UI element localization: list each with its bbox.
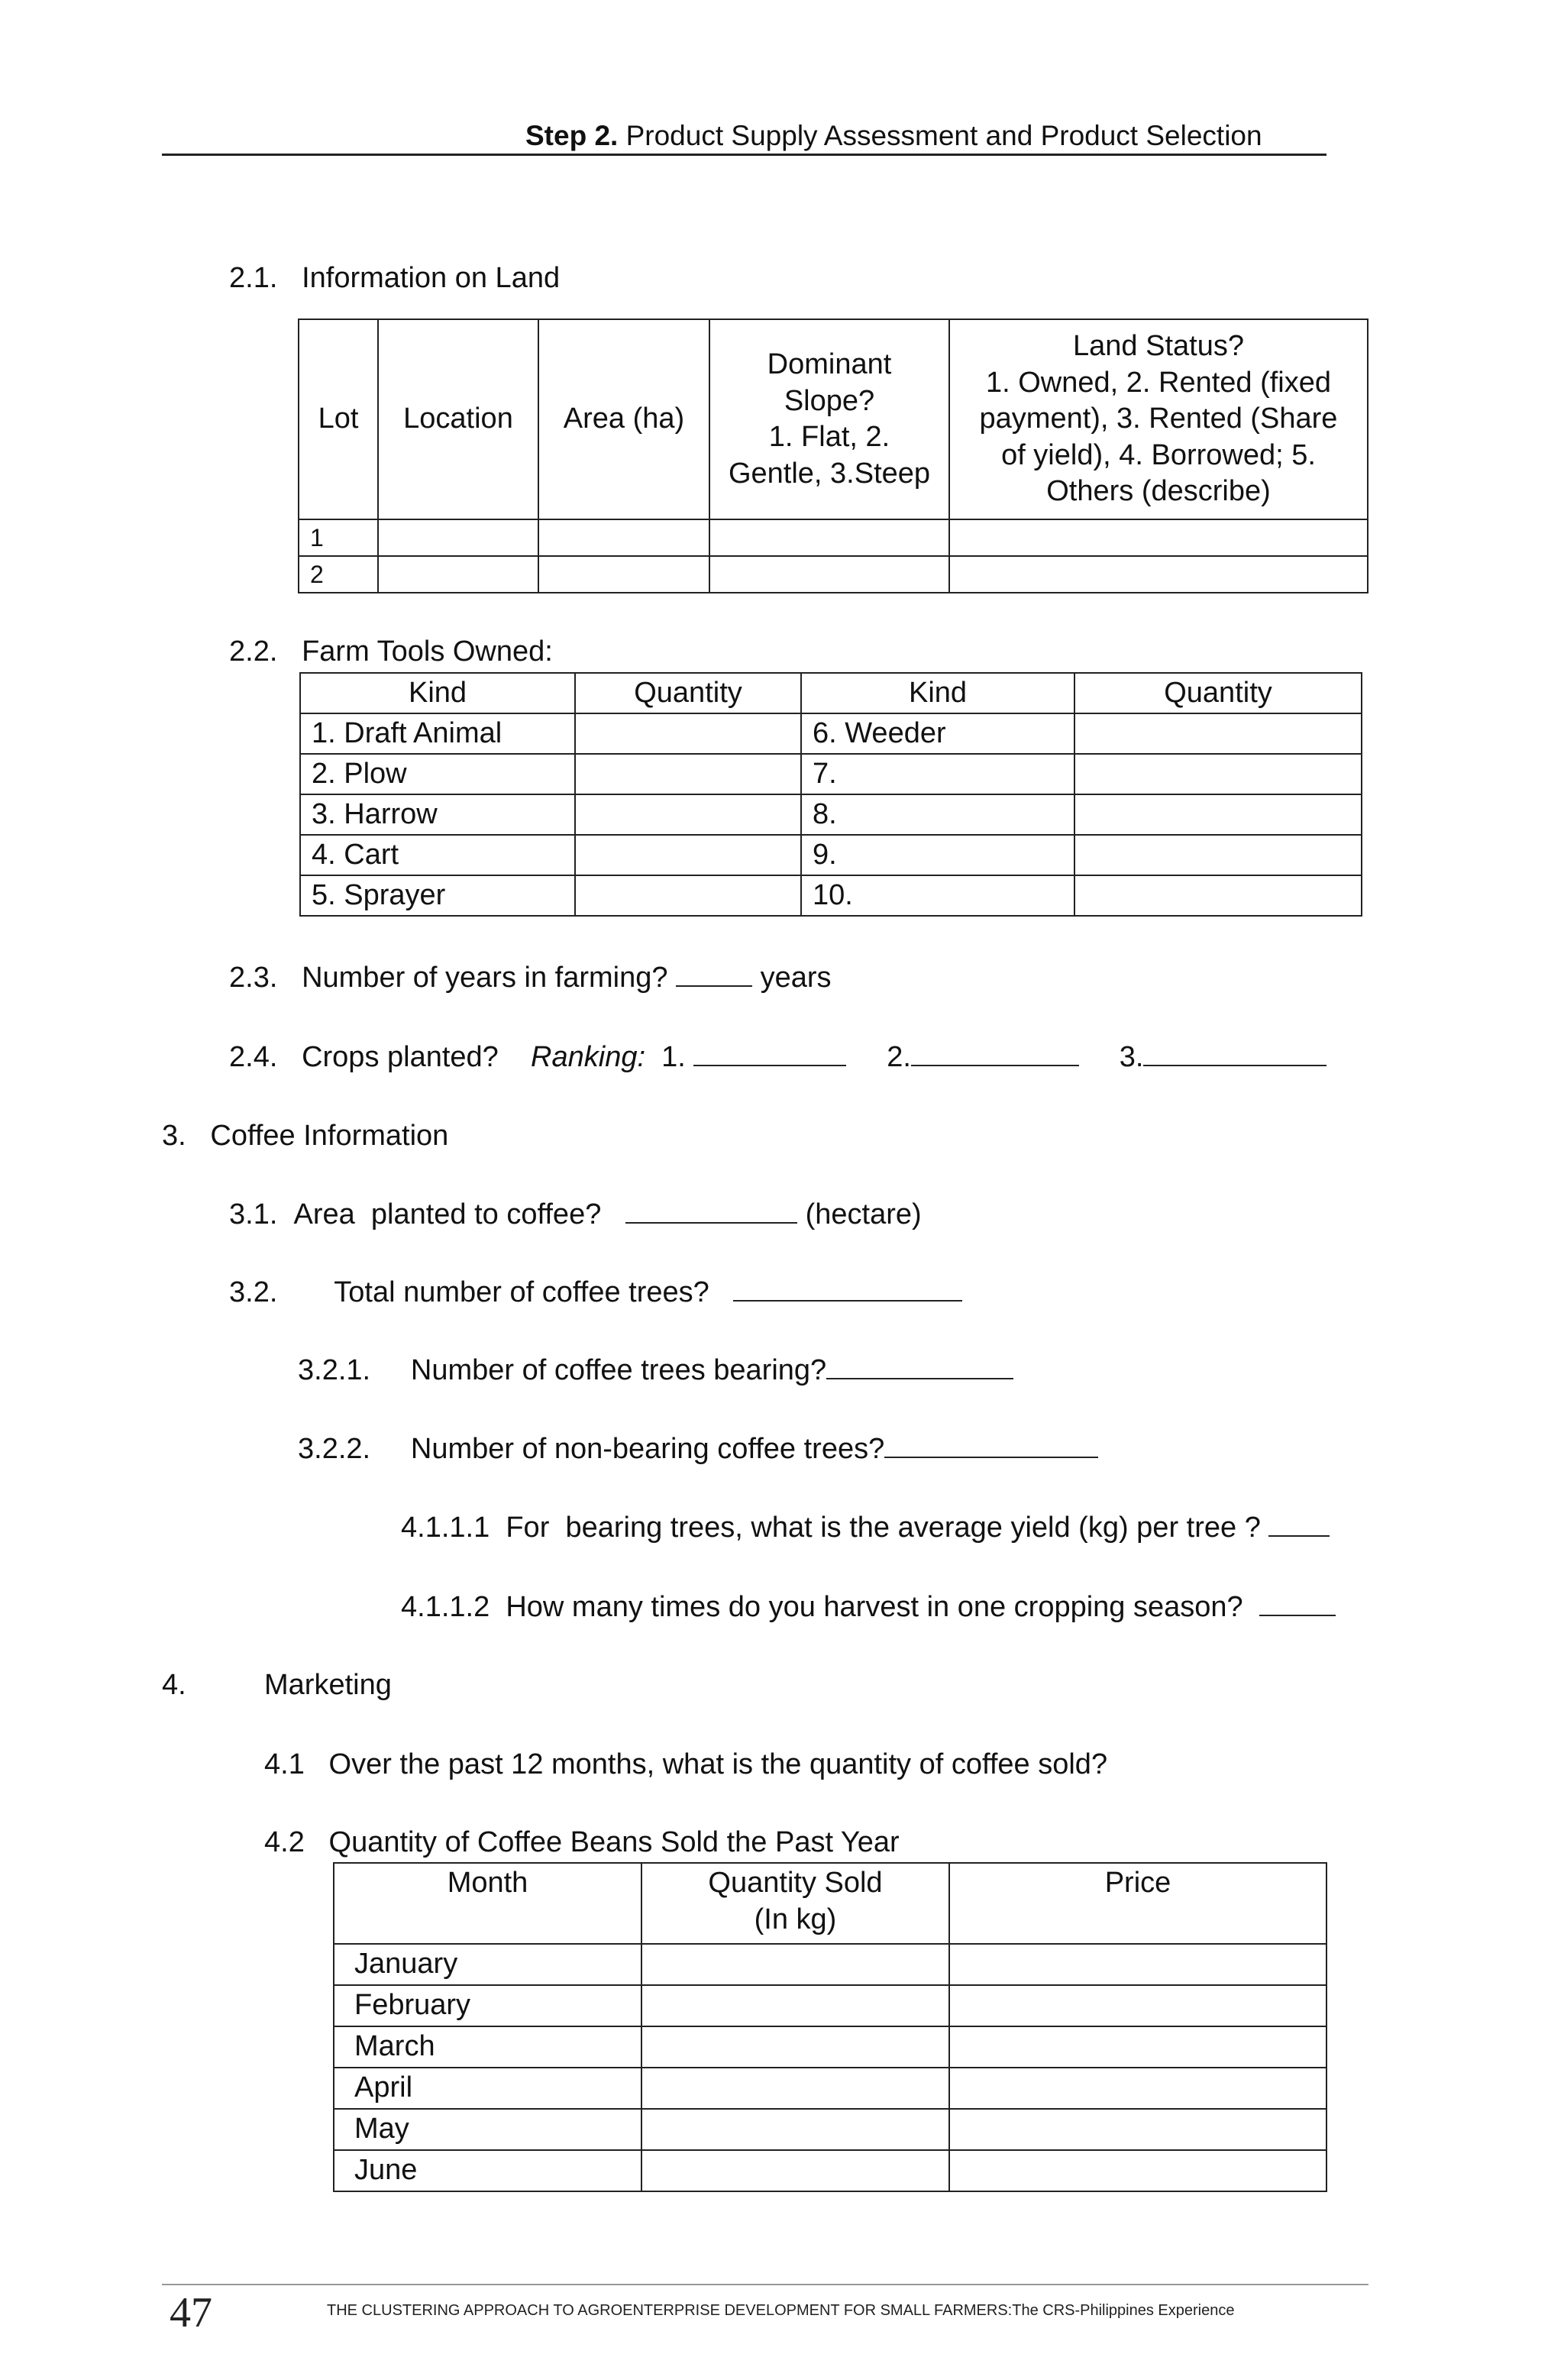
month-label: February (334, 1985, 641, 2026)
location-field[interactable] (378, 519, 538, 556)
table-row (334, 2068, 1326, 2109)
tool-kind: 4. Cart (300, 835, 575, 875)
crop-rank-1-blank[interactable] (693, 1042, 846, 1066)
tool-quantity-field[interactable] (1074, 754, 1362, 794)
quantity-sold-field[interactable] (641, 2026, 949, 2068)
footer-rule (162, 2284, 1368, 2285)
footer-book-title: THE CLUSTERING APPROACH TO AGROENTERPRISE DEVELOPMENT FOR SMALL FARMERS:The CRS-Philippines Experience (327, 2302, 1235, 2319)
col-quantity-header: Quantity (575, 673, 801, 713)
slope-field[interactable] (709, 519, 949, 556)
tool-quantity-field[interactable] (575, 713, 801, 754)
quantity-sold-field[interactable] (641, 2068, 949, 2109)
table-row (300, 794, 1362, 835)
header-step-label: Step 2. (525, 120, 619, 151)
table-row (300, 835, 1362, 875)
table-row (334, 2026, 1326, 2068)
col-kind-header: Kind (801, 673, 1074, 713)
table-row (300, 713, 1362, 754)
table-row (334, 2150, 1326, 2191)
month-label: April (334, 2068, 641, 2109)
tool-kind: 3. Harrow (300, 794, 575, 835)
col-price-header: Price (949, 1863, 1326, 1944)
tool-kind: 7. (801, 754, 1074, 794)
non-bearing-trees-blank[interactable] (884, 1434, 1098, 1458)
farm-tools-table (299, 672, 1362, 917)
crop-rank-3-blank[interactable] (1143, 1042, 1326, 1066)
table-row (299, 556, 1368, 593)
col-land-status-header: Land Status? 1. Owned, 2. Rented (fixed payment), 3. Rented (Share of yield), 4. Borrowed; 5. Others (describe) (949, 319, 1368, 519)
tool-kind: 8. (801, 794, 1074, 835)
col-location-header: Location (378, 319, 538, 519)
tool-quantity-field[interactable] (1074, 713, 1362, 754)
tool-kind: 1. Draft Animal (300, 713, 575, 754)
section-3-heading: 3. Coffee Information (162, 1120, 449, 1152)
col-lot-header: Lot (299, 319, 378, 519)
land-status-field[interactable] (949, 519, 1368, 556)
table-row (334, 1985, 1326, 2026)
bearing-trees-blank[interactable] (826, 1355, 1013, 1379)
section-4-1-1-1-line: 4.1.1.1 For bearing trees, what is the average yield (kg) per tree ? (401, 1511, 1330, 1546)
month-label: May (334, 2109, 641, 2150)
section-3-2-line: 3.2. Total number of coffee trees? (229, 1276, 962, 1311)
section-4-1-1-2-line: 4.1.1.2 How many times do you harvest in one cropping season? (401, 1590, 1336, 1625)
section-2-1-heading: 2.1. Information on Land (229, 262, 561, 294)
tool-kind: 6. Weeder (801, 713, 1074, 754)
years-farming-blank[interactable] (676, 962, 752, 987)
tool-quantity-field[interactable] (575, 794, 801, 835)
table-row (300, 754, 1362, 794)
section-4-heading: 4. (162, 1669, 186, 1701)
land-status-field[interactable] (949, 556, 1368, 593)
page-number: 47 (170, 2289, 212, 2336)
tool-quantity-field[interactable] (1074, 875, 1362, 916)
tool-kind: 10. (801, 875, 1074, 916)
land-info-table (298, 319, 1368, 593)
tool-quantity-field[interactable] (575, 754, 801, 794)
table-row (334, 2109, 1326, 2150)
price-field[interactable] (949, 2026, 1326, 2068)
section-4-title: Marketing (264, 1669, 392, 1701)
coffee-area-blank[interactable] (625, 1199, 797, 1224)
quantity-sold-field[interactable] (641, 2109, 949, 2150)
header-title: Product Supply Assessment and Product Selection (625, 120, 1262, 151)
col-month-header: Month (334, 1863, 641, 1944)
table-row (334, 1944, 1326, 1985)
tool-quantity-field[interactable] (575, 875, 801, 916)
price-field[interactable] (949, 1985, 1326, 2026)
price-field[interactable] (949, 2068, 1326, 2109)
area-field[interactable] (538, 556, 709, 593)
harvest-times-blank[interactable] (1259, 1592, 1336, 1616)
col-quantity-sold-header: Quantity Sold (In kg) (641, 1863, 949, 1944)
month-label: June (334, 2150, 641, 2191)
header-rule (162, 154, 1326, 156)
crop-rank-2-blank[interactable] (911, 1042, 1079, 1066)
quantity-sold-field[interactable] (641, 2150, 949, 2191)
location-field[interactable] (378, 556, 538, 593)
area-field[interactable] (538, 519, 709, 556)
tool-kind: 9. (801, 835, 1074, 875)
col-area-header: Area (ha) (538, 319, 709, 519)
price-field[interactable] (949, 2150, 1326, 2191)
slope-field[interactable] (709, 556, 949, 593)
tool-kind: 5. Sprayer (300, 875, 575, 916)
tool-quantity-field[interactable] (575, 835, 801, 875)
section-3-2-2-line: 3.2.2. Number of non-bearing coffee trees? (298, 1432, 1098, 1467)
price-field[interactable] (949, 2109, 1326, 2150)
col-slope-header: Dominant Slope? 1. Flat, 2. Gentle, 3.Steep (709, 319, 949, 519)
section-2-2-heading: 2.2. Farm Tools Owned: (229, 635, 553, 668)
col-quantity-header: Quantity (1074, 673, 1362, 713)
table-row (300, 875, 1362, 916)
tool-quantity-field[interactable] (1074, 835, 1362, 875)
coffee-sales-table (333, 1862, 1327, 2192)
section-4-1-line: 4.1 Over the past 12 months, what is the quantity of coffee sold? (264, 1748, 1108, 1780)
section-2-3-line: 2.3. Number of years in farming? years (229, 962, 832, 994)
quantity-sold-field[interactable] (641, 1944, 949, 1985)
section-4-2-heading: 4.2 Quantity of Coffee Beans Sold the Past Year (264, 1826, 900, 1858)
table-row (299, 519, 1368, 556)
lot-number: 1 (299, 519, 378, 556)
total-trees-blank[interactable] (733, 1277, 962, 1302)
section-2-4-line: 2.4. Crops planted? Ranking: 1. 2. 3. (229, 1040, 1326, 1075)
tool-kind: 2. Plow (300, 754, 575, 794)
section-3-2-1-line: 3.2.1. Number of coffee trees bearing? (298, 1353, 1013, 1389)
month-label: January (334, 1944, 641, 1985)
month-label: March (334, 2026, 641, 2068)
quantity-sold-field[interactable] (641, 1985, 949, 2026)
lot-number: 2 (299, 556, 378, 593)
price-field[interactable] (949, 1944, 1326, 1985)
running-header (525, 119, 1262, 153)
average-yield-blank[interactable] (1268, 1512, 1330, 1537)
col-kind-header: Kind (300, 673, 575, 713)
tool-quantity-field[interactable] (1074, 794, 1362, 835)
section-3-1-line: 3.1. Area planted to coffee? (hectare) (229, 1198, 922, 1230)
